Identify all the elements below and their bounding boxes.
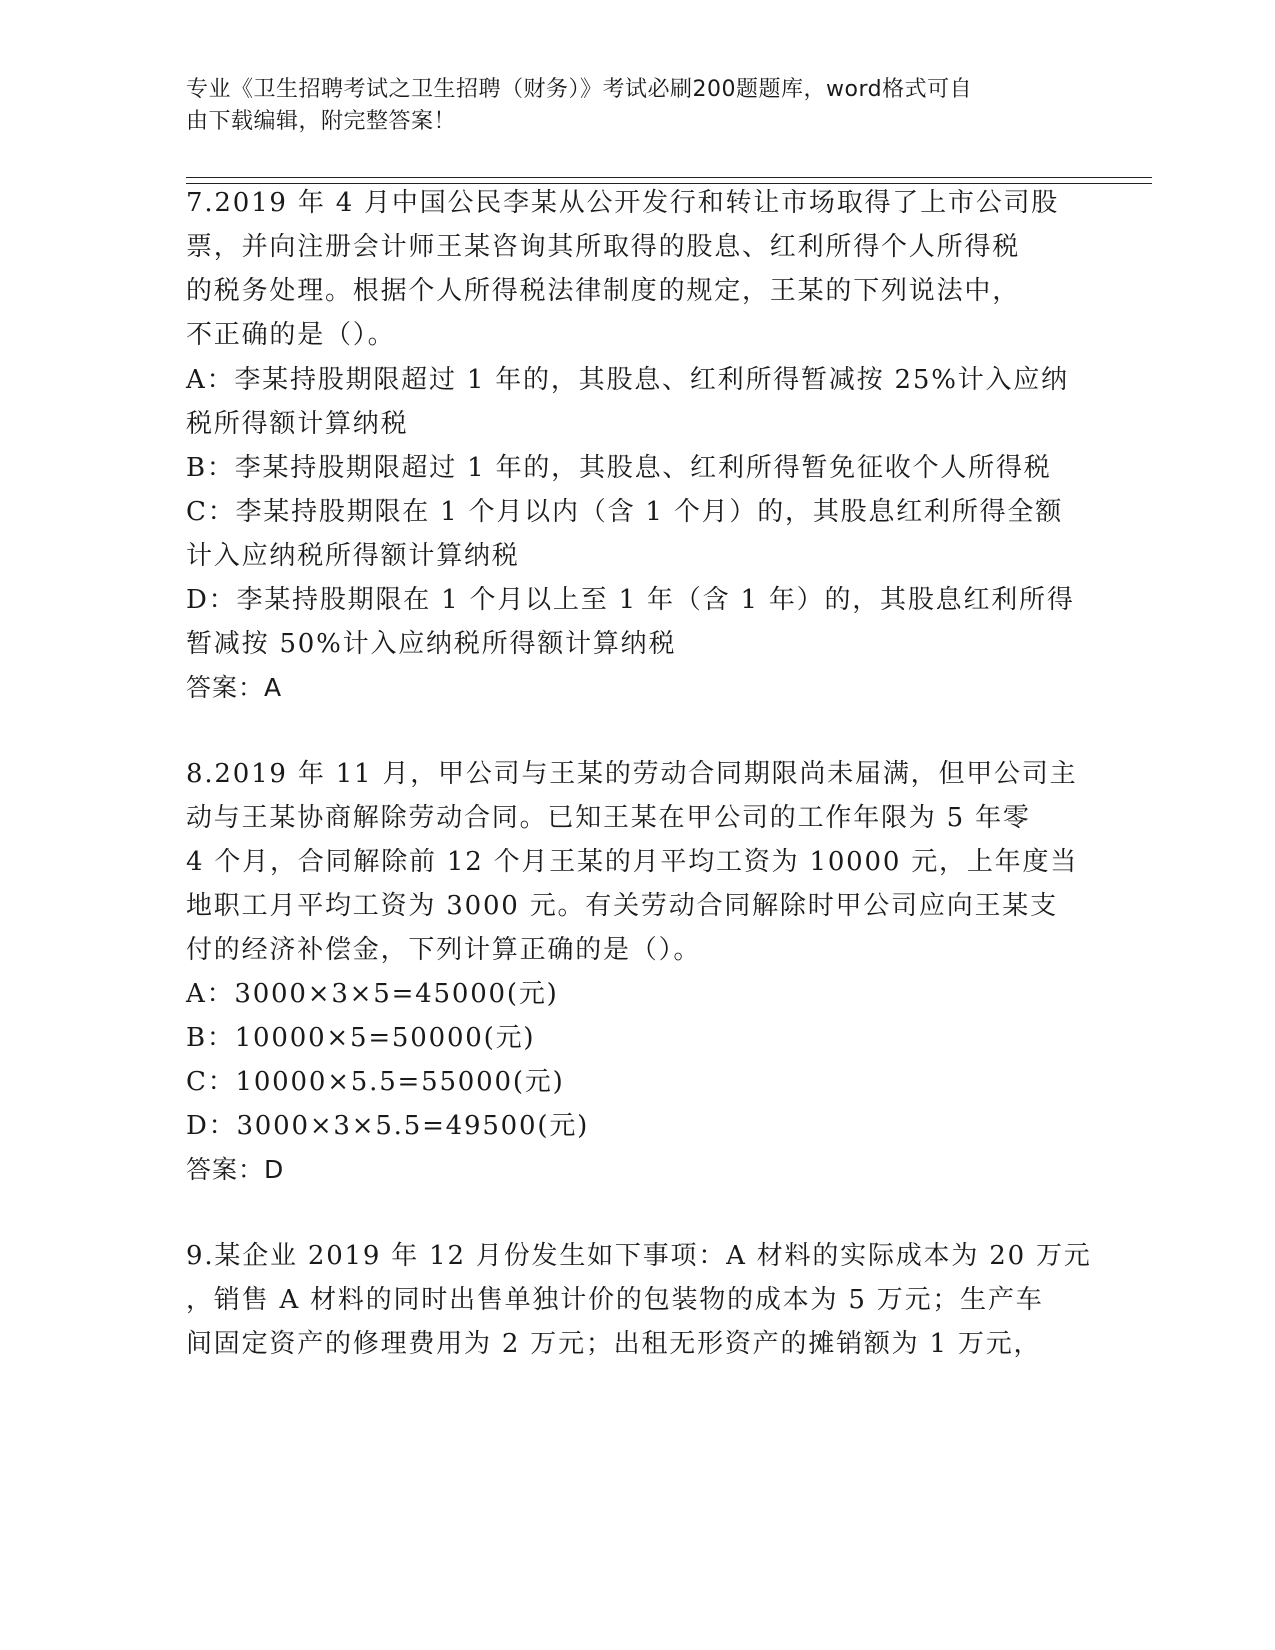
question-7-stem-line-2: 票，并向注册会计师王某咨询其所取得的股息、红利所得个人所得税 <box>186 232 1021 262</box>
header-line-1: 专业《卫生招聘考试之卫生招聘（财务）》考试必刷200题题库，word格式可自 <box>186 77 973 102</box>
question-9-stem-line-2: ，销售 A 材料的同时出售单独计价的包装物的成本为 5 万元；生产车 <box>186 1285 1044 1315</box>
question-7-stem-line-3: 的税务处理。根据个人所得税法律制度的规定，王某的下列说法中， <box>186 276 1021 306</box>
question-7-stem-line-4: 不正确的是（）。 <box>186 320 396 350</box>
question-8-stem-line-4: 地职工月平均工资为 3000 元。有关劳动合同解除时甲公司应向王某支 <box>186 891 1058 921</box>
header-divider-bottom <box>186 183 1152 184</box>
question-7-option-c: C：李某持股期限在 1 个月以内（含 1 个月）的，其股息红利所得全额 <box>186 497 1064 527</box>
question-8-stem-line-2: 动与王某协商解除劳动合同。已知王某在甲公司的工作年限为 5 年零 <box>186 803 1031 833</box>
question-7-option-b: B：李某持股期限超过 1 年的，其股息、红利所得暂免征收个人所得税 <box>186 453 1052 483</box>
question-7-option-a: A：李某持股期限超过 1 年的，其股息、红利所得暂减按 25%计入应纳 <box>186 365 1069 395</box>
question-7-answer: 答案：A <box>186 673 283 702</box>
question-9-stem-line-1: 9.某企业 2019 年 12 月份发生如下事项：A 材料的实际成本为 20 万元 <box>186 1241 1092 1271</box>
question-7-option-a-cont: 税所得额计算纳税 <box>186 409 409 439</box>
question-8-stem-line-5: 付的经济补偿金，下列计算正确的是（）。 <box>186 935 702 965</box>
question-7-option-d: D：李某持股期限在 1 个月以上至 1 年（含 1 年）的，其股息红利所得 <box>186 585 1075 615</box>
header-line-2: 由下载编辑，附完整答案！ <box>186 109 457 134</box>
question-8-option-d: D：3000×3×5.5=49500(元) <box>186 1111 590 1141</box>
question-8-option-c: C：10000×5.5=55000(元) <box>186 1067 565 1097</box>
document-header <box>186 74 1066 138</box>
question-9-stem-line-3: 间固定资产的修理费用为 2 万元；出租无形资产的摊销额为 1 万元， <box>186 1329 1042 1359</box>
question-7-stem-line-1: 7.2019 年 4 月中国公民李某从公开发行和转让市场取得了上市公司股 <box>186 188 1060 218</box>
question-8-option-b: B：10000×5=50000(元) <box>186 1023 536 1053</box>
question-7-option-c-cont: 计入应纳税所得额计算纳税 <box>186 541 520 571</box>
question-7-option-d-cont: 暂减按 50%计入应纳税所得额计算纳税 <box>186 629 677 659</box>
question-8-stem-line-1: 8.2019 年 11 月，甲公司与王某的劳动合同期限尚未届满，但甲公司主 <box>186 759 1078 789</box>
question-8-option-a: A：3000×3×5=45000(元) <box>186 979 559 1009</box>
question-8-answer: 答案：D <box>186 1155 285 1184</box>
header-divider-top <box>186 177 1152 178</box>
question-8-stem-line-3: 4 个月，合同解除前 12 个月王某的月平均工资为 10000 元，上年度当 <box>186 847 1079 877</box>
